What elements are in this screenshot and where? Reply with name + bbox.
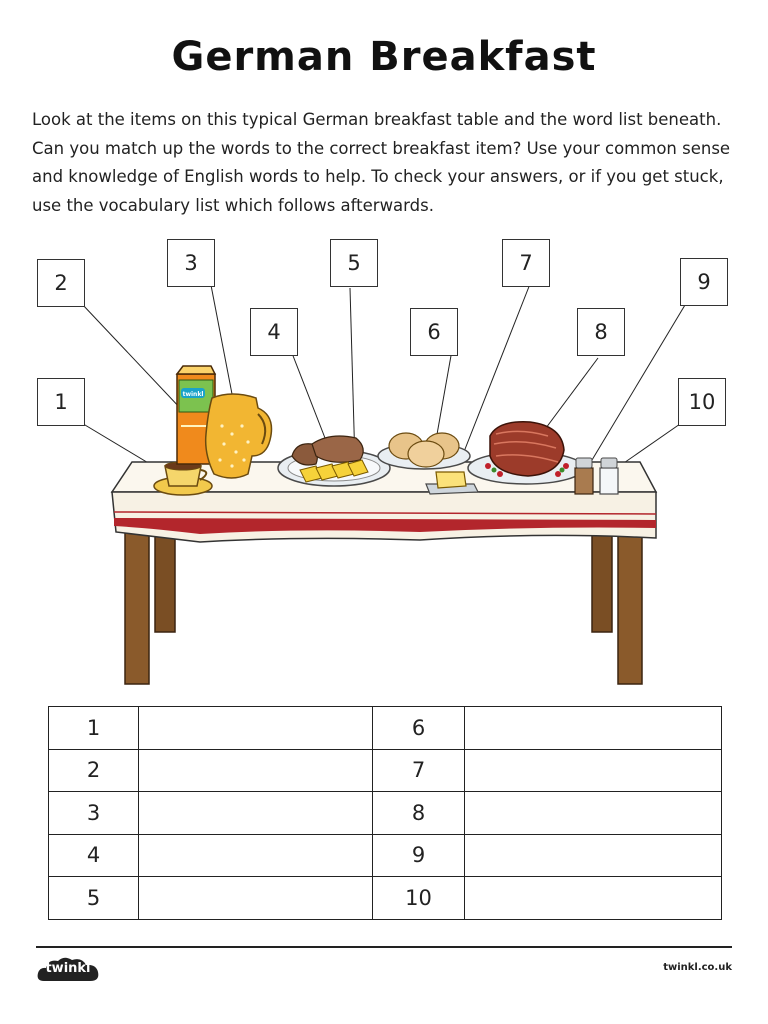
intro-text bbox=[32, 106, 744, 220]
intro-line: and knowledge of English words to help. To check your answers, or if you get stuck, bbox=[32, 167, 724, 186]
pepper-shaker bbox=[575, 458, 593, 494]
intro-line: Look at the items on this typical German breakfast table and the word list beneath. bbox=[32, 110, 722, 129]
table-row bbox=[49, 792, 722, 835]
leader-line-2 bbox=[82, 304, 182, 410]
page-title: German Breakfast bbox=[171, 34, 597, 80]
item-number: 10 bbox=[373, 877, 465, 920]
leader-line-6 bbox=[436, 350, 452, 440]
bread-rolls bbox=[378, 433, 470, 469]
ham-plate bbox=[468, 422, 584, 484]
carton-label: twinkl bbox=[182, 391, 204, 398]
answer-cell[interactable] bbox=[465, 877, 722, 920]
callout-box-4: 4 bbox=[250, 308, 298, 356]
breakfast-table-illustration bbox=[0, 230, 768, 700]
table-legs bbox=[125, 530, 642, 684]
callout-box-2: 2 bbox=[37, 259, 85, 307]
answer-cell[interactable] bbox=[465, 792, 722, 835]
bread-cheese-plate bbox=[278, 436, 390, 486]
item-number: 4 bbox=[49, 834, 139, 877]
leader-line-4 bbox=[290, 348, 325, 438]
answer-cell[interactable] bbox=[139, 834, 373, 877]
footer-divider bbox=[36, 946, 732, 948]
twinkl-logo[interactable] bbox=[36, 955, 100, 985]
callout-box-8: 8 bbox=[577, 308, 625, 356]
callout-box-6: 6 bbox=[410, 308, 458, 356]
callout-box-3: 3 bbox=[167, 239, 215, 287]
answer-cell[interactable] bbox=[465, 707, 722, 750]
item-number: 7 bbox=[373, 749, 465, 792]
intro-line: Can you match up the words to the correct breakfast item? Use your common sense bbox=[32, 138, 731, 158]
table-row bbox=[49, 877, 722, 920]
answer-cell[interactable] bbox=[139, 707, 373, 750]
item-number: 1 bbox=[49, 707, 139, 750]
item-number: 3 bbox=[49, 792, 139, 835]
answer-cell[interactable] bbox=[139, 749, 373, 792]
item-number: 9 bbox=[373, 834, 465, 877]
item-number: 2 bbox=[49, 749, 139, 792]
answer-table bbox=[48, 706, 722, 920]
salt-shaker bbox=[600, 458, 618, 494]
intro-line: use the vocabulary list which follows afterwards. bbox=[32, 195, 434, 215]
item-number: 5 bbox=[49, 877, 139, 920]
item-number: 8 bbox=[373, 792, 465, 835]
table-row bbox=[49, 749, 722, 792]
table-scene-svg bbox=[0, 230, 768, 700]
site-url[interactable]: twinkl.co.uk bbox=[663, 962, 732, 973]
callout-box-9: 9 bbox=[680, 258, 728, 306]
answer-cell[interactable] bbox=[139, 792, 373, 835]
leader-line-8 bbox=[540, 358, 598, 436]
callout-box-5: 5 bbox=[330, 239, 378, 287]
answer-cell[interactable] bbox=[465, 749, 722, 792]
logo-text: twinkl bbox=[45, 961, 91, 976]
bread-slice bbox=[312, 436, 363, 462]
item-number: 6 bbox=[373, 707, 465, 750]
answer-cell[interactable] bbox=[139, 877, 373, 920]
callout-box-10: 10 bbox=[678, 378, 726, 426]
tablecloth-drape bbox=[112, 492, 656, 542]
callout-box-7: 7 bbox=[502, 239, 550, 287]
callout-box-1: 1 bbox=[37, 378, 85, 426]
answer-cell[interactable] bbox=[465, 834, 722, 877]
table-row bbox=[49, 834, 722, 877]
table-row bbox=[49, 707, 722, 750]
